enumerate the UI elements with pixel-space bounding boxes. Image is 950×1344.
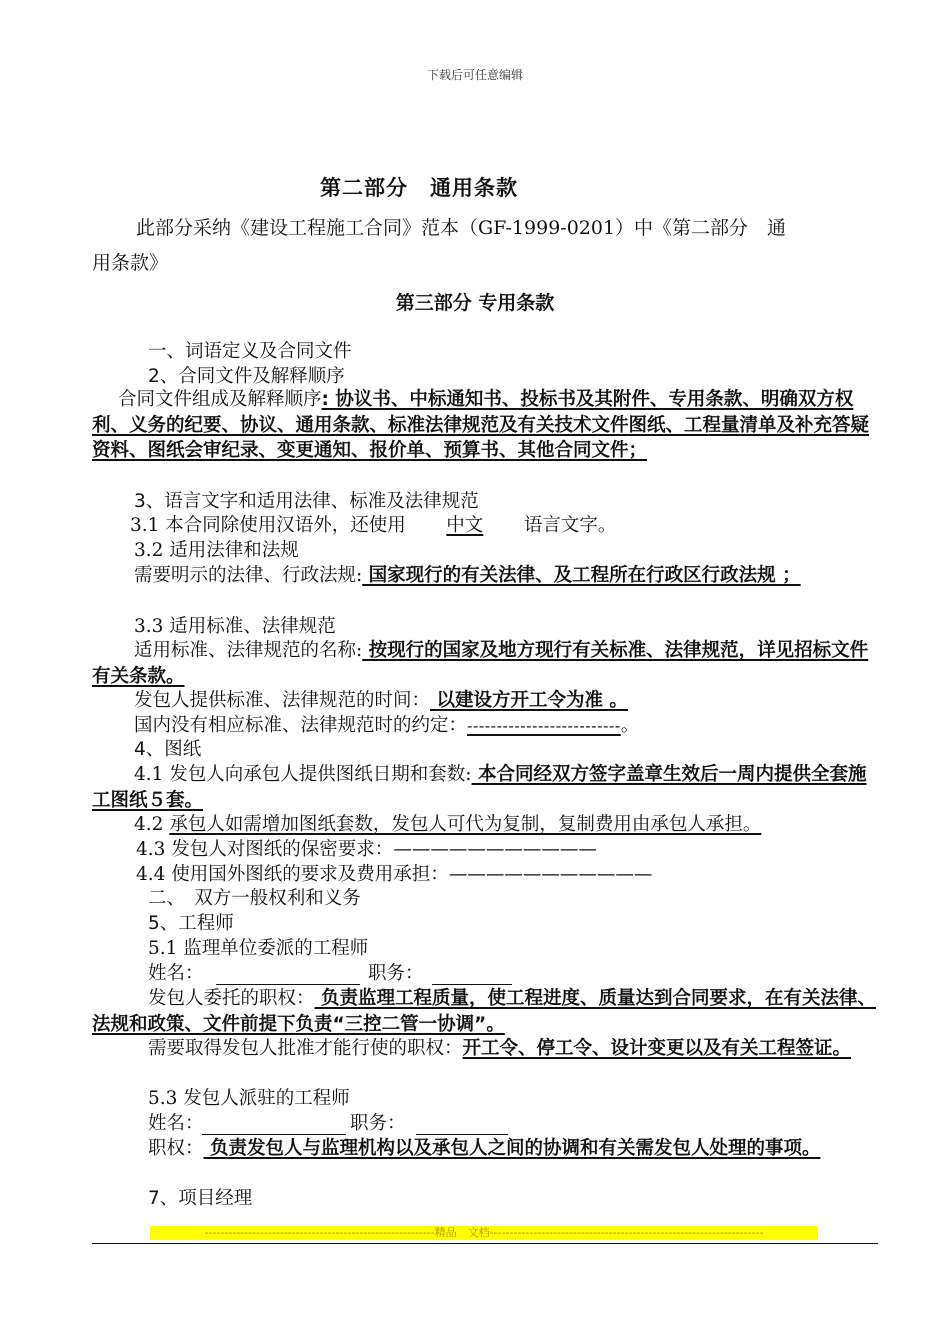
clause-5-1-post-label: 职务： bbox=[368, 963, 424, 984]
clause-3-1-post: 语言文字。 bbox=[523, 515, 617, 536]
clause-5-1-need-value: 开工令、停工令、设计变更以及有关工程签证。 bbox=[462, 1038, 852, 1059]
clause-4-1 bbox=[92, 762, 882, 813]
clause-3-3-heading: 3.3 适用标准、法律规范 bbox=[134, 616, 336, 637]
clause-4-3-label: 4.3 发包人对图纸的保密要求： bbox=[136, 839, 394, 860]
contract-docs-label: 合同文件组成及解释顺序 bbox=[118, 389, 322, 410]
clause-5-1-approval bbox=[92, 1036, 882, 1062]
clause-3-2-label: 需要明示的法律、行政法规: bbox=[134, 565, 363, 586]
clause-5-1-authority bbox=[92, 986, 882, 1037]
clause-3-3-value: 按现行的国家及地方现行有关标准、法律规范，详见招标文件有关条款。 bbox=[92, 640, 869, 687]
clause-5-1-need-label: 需要取得发包人批准才能行使的职权： bbox=[148, 1038, 463, 1059]
clause-3-2-value: 国家现行的有关法律、及工程所在行政区行政法规 ； bbox=[362, 565, 801, 586]
clause-3-3-label: 适用标准、法律规范的名称: bbox=[134, 640, 363, 661]
part2-title: 第二部分 通用条款 bbox=[320, 176, 518, 200]
clause-5-3-authority bbox=[92, 1136, 882, 1162]
clause-3-2-heading: 3.2 适用法律和法规 bbox=[134, 540, 299, 561]
contract-docs-value: : 协议书、中标通知书、投标书及其附件、专用条款、明确双方权利、义务的纪要、协议、通用条款、标准法律规范及有关技术文件图纸、工程量清单及补充答疑资料、图纸会审纪录、变更通知、报价单、预算书、其他合同文件； bbox=[92, 389, 870, 461]
section2-heading: 2、合同文件及解释顺序 bbox=[148, 366, 345, 387]
part2-body-line1: 此部分采纳《建设工程施工合同》范本（GF-1999-0201）中《第二部分 通 bbox=[136, 217, 787, 239]
section1-heading: 一、词语定义及合同文件 bbox=[148, 341, 352, 362]
clause-4-3 bbox=[136, 837, 597, 863]
contract-docs-order bbox=[92, 387, 882, 464]
clause-3-3-none-label: 国内没有相应标准、法律规范时的约定： bbox=[134, 715, 468, 736]
section3-heading: 3、语言文字和适用法律、标准及法律规范 bbox=[134, 491, 479, 512]
clause-3-3-none-end: 。 bbox=[620, 715, 640, 736]
part3-title: 第三部分 专用条款 bbox=[395, 292, 555, 314]
clause-5-3-auth-label: 职权： bbox=[148, 1138, 204, 1159]
clause-5-3-name-blank bbox=[202, 1134, 346, 1135]
clause-4-2-value: 承包人如需增加图纸套数，发包人可代为复制，复制费用由承包人承担。 bbox=[169, 814, 762, 835]
clause-4-1-label: 4.1 发包人向承包人提供图纸日期和套数: bbox=[134, 764, 472, 785]
section4-heading: 4、图纸 bbox=[134, 739, 202, 760]
section-two-heading: 二、 双方一般权利和义务 bbox=[148, 888, 361, 909]
clause-4-4-label: 4.4 使用国外图纸的要求及费用承担： bbox=[136, 864, 449, 885]
clause-5-3-post-label: 职务： bbox=[350, 1113, 406, 1134]
clause-3-3-time bbox=[134, 688, 628, 714]
clause-5-3-heading: 5.3 发包人派驻的工程师 bbox=[148, 1088, 350, 1109]
footer-text: ----------------------------------------------------------精品 文档--------------------------------------------------------------------- bbox=[204, 1226, 764, 1239]
clause-5-1-name-label: 姓名： bbox=[148, 963, 204, 984]
clause-3-3-time-label: 发包人提供标准、法律规范的时间： bbox=[134, 690, 431, 711]
section5-heading: 5、工程师 bbox=[148, 913, 234, 934]
clause-4-3-value: ——————————— bbox=[393, 839, 597, 860]
page-header: 下载后可任意编辑 bbox=[426, 68, 523, 82]
clause-4-2 bbox=[134, 812, 761, 838]
clause-4-4 bbox=[136, 862, 652, 888]
clause-5-3-post-blank bbox=[416, 1134, 508, 1135]
clause-3-3-body bbox=[92, 638, 882, 689]
clause-5-1-auth-label: 发包人委托的职权： bbox=[148, 988, 315, 1009]
part2-body-line2: 用条款》 bbox=[92, 252, 169, 274]
clause-5-3-name-label: 姓名： bbox=[148, 1113, 204, 1134]
clause-3-2-body bbox=[92, 563, 882, 589]
clause-5-1-name-blank bbox=[216, 984, 360, 985]
clause-3-1-pre: 3.1 本合同除使用汉语外，还使用 bbox=[130, 515, 406, 536]
clause-3-3-none-value: -------------------------- bbox=[467, 717, 621, 735]
footer-rule bbox=[92, 1243, 878, 1244]
clause-4-2-label: 4.2 bbox=[134, 814, 170, 835]
clause-4-1-value: 本合同经双方签字盖章生效后一周内提供全套施工图纸５套。 bbox=[92, 764, 867, 811]
clause-3-3-time-value: 以建设方开工令为准 。 bbox=[430, 690, 628, 711]
clause-5-1-post-blank bbox=[432, 984, 512, 985]
clause-3-1-language: 中文 bbox=[446, 515, 484, 536]
clause-5-1-heading: 5.1 监理单位委派的工程师 bbox=[148, 938, 369, 959]
section7-heading: 7、项目经理 bbox=[148, 1188, 253, 1209]
clause-3-3-none bbox=[134, 713, 639, 739]
clause-3-1 bbox=[130, 513, 616, 539]
clause-5-3-auth-value: 负责发包人与监理机构以及承包人之间的协调和有关需发包人处理的事项。 bbox=[203, 1138, 821, 1159]
clause-4-4-value: ——————————— bbox=[448, 864, 653, 885]
clause-5-1-auth-value: 负责监理工程质量，使工程进度、质量达到合同要求，在有关法律、法规和政策、文件前提下负责“三控二管一协调”。 bbox=[92, 988, 876, 1035]
